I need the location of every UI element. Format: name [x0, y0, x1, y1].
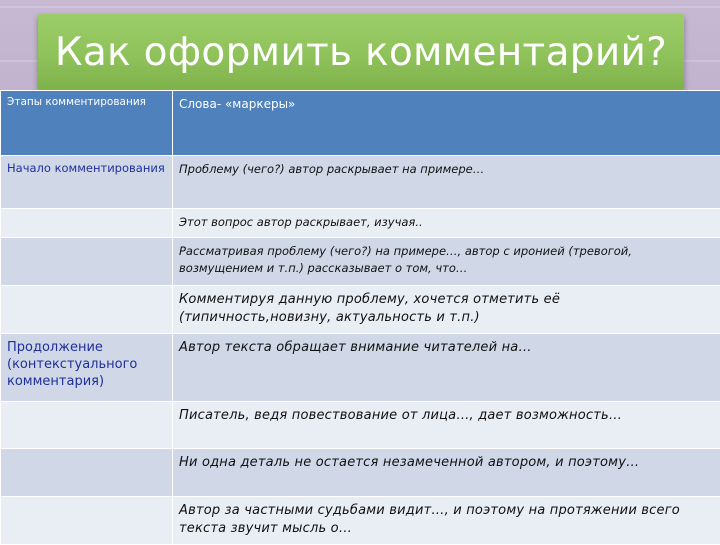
marker-text: Этот вопрос автор раскрывает, изучая..: [179, 214, 714, 231]
stage-cell: [1, 209, 173, 238]
header-stages-cell: [1, 91, 173, 156]
comment-markers-table: [0, 90, 720, 545]
table-row: [1, 286, 720, 334]
header-markers-cell: [173, 91, 720, 156]
stage-cell: [1, 286, 173, 334]
marker-cell: [173, 238, 720, 286]
marker-cell: [173, 497, 720, 545]
title-banner: [38, 14, 684, 90]
marker-cell: [173, 334, 720, 402]
table-row: [1, 209, 720, 238]
marker-text: Проблему (чего?) автор раскрывает на примере…: [179, 161, 714, 178]
marker-cell: [173, 286, 720, 334]
marker-text: Автор за частными судьбами видит…, и поэтому на протяжении всего текста звучит мысль о…: [179, 502, 714, 538]
stage-cell: [1, 156, 173, 209]
stage-cell: [1, 449, 173, 497]
table-row: [1, 449, 720, 497]
table-row: [1, 402, 720, 449]
table-row: [1, 238, 720, 286]
stage-label: Начало комментирования: [7, 161, 166, 175]
stage-cell: [1, 238, 173, 286]
background-band: [0, 6, 720, 8]
header-stages-label: Этапы комментирования: [7, 96, 166, 109]
table-row: [1, 334, 720, 402]
slide-title: Как оформить комментарий?: [38, 14, 684, 90]
marker-cell: [173, 209, 720, 238]
marker-text: Писатель, ведя повествование от лица…, дает возможность…: [179, 407, 714, 425]
stage-cell: [1, 402, 173, 449]
stage-cell: [1, 334, 173, 402]
marker-text: Ни одна деталь не остается незамеченной автором, и поэтому…: [179, 454, 714, 472]
marker-text: Комментируя данную проблему, хочется отметить её (типичность,новизну, актуальность и т.п.): [179, 291, 714, 327]
stage-label: Продолжение (контекстуального комментария): [7, 339, 166, 390]
header-markers-label: Слова- «маркеры»: [179, 96, 714, 112]
table-row: [1, 156, 720, 209]
marker-text: Автор текста обращает внимание читателей на…: [179, 339, 714, 357]
marker-cell: [173, 402, 720, 449]
stage-cell: [1, 497, 173, 545]
table-row: [1, 497, 720, 545]
table-header-row: [1, 91, 720, 156]
marker-text: Рассматривая проблему (чего?) на примере…, автор с иронией (тревогой, возмущением и т.п.) рассказывает о том, что…: [179, 243, 714, 277]
marker-cell: [173, 156, 720, 209]
marker-cell: [173, 449, 720, 497]
